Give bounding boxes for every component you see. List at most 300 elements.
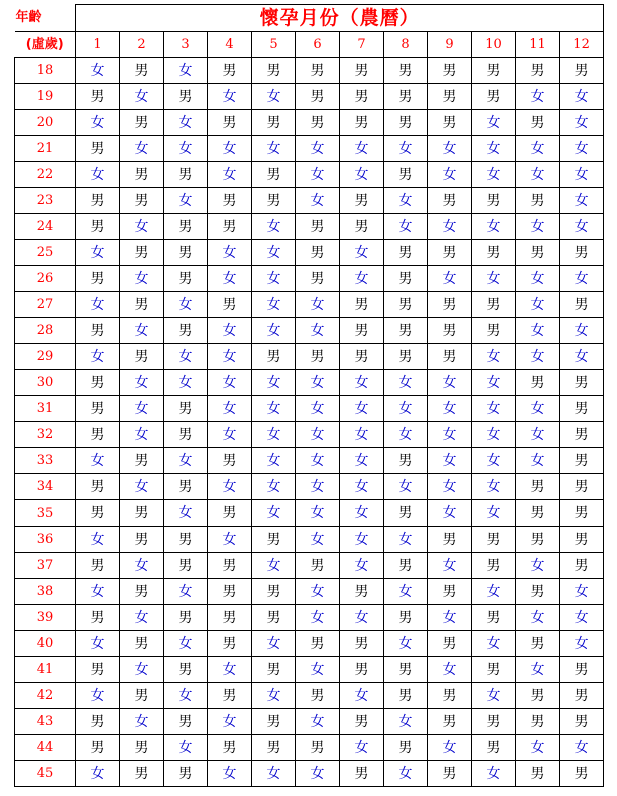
girl-cell: 女: [516, 266, 560, 292]
table-row: [15, 162, 604, 188]
boy-cell: 男: [120, 188, 164, 214]
boy-cell: 男: [208, 735, 252, 761]
boy-cell: 男: [208, 448, 252, 474]
boy-cell: 男: [208, 579, 252, 605]
girl-cell: 女: [120, 266, 164, 292]
age-cell: 22: [15, 162, 76, 188]
boy-cell: 男: [428, 188, 472, 214]
girl-cell: 女: [252, 396, 296, 422]
girl-cell: 女: [472, 370, 516, 396]
girl-cell: 女: [120, 136, 164, 162]
table-row: [15, 553, 604, 579]
table-row: [15, 58, 604, 84]
boy-cell: 男: [428, 344, 472, 370]
boy-cell: 男: [76, 188, 120, 214]
boy-cell: 男: [340, 110, 384, 136]
girl-cell: 女: [296, 188, 340, 214]
girl-cell: 女: [208, 266, 252, 292]
girl-cell: 女: [428, 136, 472, 162]
girl-cell: 女: [120, 709, 164, 735]
boy-cell: 男: [428, 292, 472, 318]
age-cell: 31: [15, 396, 76, 422]
girl-cell: 女: [76, 162, 120, 188]
boy-cell: 男: [560, 58, 604, 84]
boy-cell: 男: [472, 292, 516, 318]
girl-cell: 女: [120, 84, 164, 110]
table-row: [15, 422, 604, 448]
boy-cell: 男: [76, 214, 120, 240]
girl-cell: 女: [296, 422, 340, 448]
boy-cell: 男: [560, 683, 604, 709]
boy-cell: 男: [164, 553, 208, 579]
boy-cell: 男: [296, 735, 340, 761]
girl-cell: 女: [472, 683, 516, 709]
boy-cell: 男: [296, 84, 340, 110]
boy-cell: 男: [560, 553, 604, 579]
girl-cell: 女: [76, 344, 120, 370]
boy-cell: 男: [164, 266, 208, 292]
girl-cell: 女: [516, 214, 560, 240]
girl-cell: 女: [560, 84, 604, 110]
table-row: [15, 761, 604, 787]
boy-cell: 男: [516, 527, 560, 553]
table-row: [15, 344, 604, 370]
boy-cell: 男: [384, 683, 428, 709]
boy-cell: 男: [76, 266, 120, 292]
boy-cell: 男: [208, 292, 252, 318]
age-cell: 34: [15, 474, 76, 500]
girl-cell: 女: [208, 318, 252, 344]
girl-cell: 女: [252, 474, 296, 500]
girl-cell: 女: [296, 605, 340, 631]
girl-cell: 女: [560, 344, 604, 370]
girl-cell: 女: [472, 214, 516, 240]
boy-cell: 男: [120, 240, 164, 266]
girl-cell: 女: [428, 735, 472, 761]
boy-cell: 男: [472, 605, 516, 631]
boy-cell: 男: [208, 683, 252, 709]
girl-cell: 女: [384, 474, 428, 500]
girl-cell: 女: [252, 136, 296, 162]
boy-cell: 男: [296, 553, 340, 579]
month-header-cell: 5: [252, 32, 296, 58]
age-cell: 32: [15, 422, 76, 448]
boy-cell: 男: [428, 579, 472, 605]
girl-cell: 女: [428, 422, 472, 448]
chart-body: [15, 5, 604, 787]
age-cell: 30: [15, 370, 76, 396]
boy-cell: 男: [516, 683, 560, 709]
boy-cell: 男: [252, 605, 296, 631]
boy-cell: 男: [340, 214, 384, 240]
month-header-cell: 1: [76, 32, 120, 58]
girl-cell: 女: [208, 396, 252, 422]
girl-cell: 女: [472, 448, 516, 474]
boy-cell: 男: [296, 683, 340, 709]
boy-cell: 男: [384, 657, 428, 683]
girl-cell: 女: [296, 500, 340, 527]
boy-cell: 男: [384, 553, 428, 579]
girl-cell: 女: [384, 370, 428, 396]
age-cell: 21: [15, 136, 76, 162]
table-row: [15, 240, 604, 266]
girl-cell: 女: [516, 735, 560, 761]
girl-cell: 女: [340, 240, 384, 266]
girl-cell: 女: [516, 396, 560, 422]
girl-cell: 女: [252, 370, 296, 396]
girl-cell: 女: [560, 162, 604, 188]
girl-cell: 女: [384, 761, 428, 787]
month-header-cell: 7: [340, 32, 384, 58]
age-cell: 41: [15, 657, 76, 683]
table-row: [15, 370, 604, 396]
table-row: [15, 709, 604, 735]
month-header-cell: 4: [208, 32, 252, 58]
girl-cell: 女: [164, 188, 208, 214]
boy-cell: 男: [296, 266, 340, 292]
girl-cell: 女: [472, 344, 516, 370]
boy-cell: 男: [208, 58, 252, 84]
boy-cell: 男: [252, 527, 296, 553]
girl-cell: 女: [252, 553, 296, 579]
age-cell: 24: [15, 214, 76, 240]
boy-cell: 男: [120, 500, 164, 527]
age-label: 年齡: [15, 5, 76, 32]
girl-cell: 女: [472, 500, 516, 527]
age-cell: 18: [15, 58, 76, 84]
month-header-cell: 8: [384, 32, 428, 58]
boy-cell: 男: [164, 162, 208, 188]
girl-cell: 女: [208, 657, 252, 683]
table-row: [15, 657, 604, 683]
boy-cell: 男: [516, 474, 560, 500]
girl-cell: 女: [164, 500, 208, 527]
girl-cell: 女: [76, 761, 120, 787]
month-header-cell: 6: [296, 32, 340, 58]
table-row: [15, 631, 604, 657]
table-row: [15, 396, 604, 422]
boy-cell: 男: [472, 553, 516, 579]
boy-cell: 男: [428, 240, 472, 266]
girl-cell: 女: [208, 474, 252, 500]
age-cell: 19: [15, 84, 76, 110]
month-header-cell: 2: [120, 32, 164, 58]
girl-cell: 女: [384, 214, 428, 240]
boy-cell: 男: [164, 240, 208, 266]
girl-cell: 女: [252, 292, 296, 318]
boy-cell: 男: [428, 631, 472, 657]
boy-cell: 男: [516, 709, 560, 735]
boy-cell: 男: [428, 110, 472, 136]
boy-cell: 男: [296, 631, 340, 657]
girl-cell: 女: [472, 474, 516, 500]
boy-cell: 男: [120, 58, 164, 84]
girl-cell: 女: [472, 631, 516, 657]
boy-cell: 男: [560, 370, 604, 396]
girl-cell: 女: [164, 292, 208, 318]
table-row: [15, 84, 604, 110]
girl-cell: 女: [120, 318, 164, 344]
girl-cell: 女: [296, 292, 340, 318]
age-cell: 26: [15, 266, 76, 292]
girl-cell: 女: [296, 318, 340, 344]
girl-cell: 女: [208, 240, 252, 266]
girl-cell: 女: [340, 605, 384, 631]
girl-cell: 女: [252, 631, 296, 657]
girl-cell: 女: [252, 761, 296, 787]
month-header-row: [15, 32, 604, 58]
girl-cell: 女: [252, 683, 296, 709]
age-cell: 29: [15, 344, 76, 370]
girl-cell: 女: [340, 448, 384, 474]
boy-cell: 男: [76, 500, 120, 527]
age-cell: 45: [15, 761, 76, 787]
boy-cell: 男: [296, 214, 340, 240]
table-row: [15, 527, 604, 553]
girl-cell: 女: [516, 84, 560, 110]
girl-cell: 女: [428, 266, 472, 292]
girl-cell: 女: [428, 500, 472, 527]
boy-cell: 男: [76, 318, 120, 344]
boy-cell: 男: [516, 579, 560, 605]
girl-cell: 女: [120, 605, 164, 631]
girl-cell: 女: [560, 631, 604, 657]
girl-cell: 女: [340, 162, 384, 188]
girl-cell: 女: [252, 240, 296, 266]
boy-cell: 男: [384, 110, 428, 136]
girl-cell: 女: [340, 396, 384, 422]
boy-cell: 男: [472, 240, 516, 266]
girl-cell: 女: [384, 631, 428, 657]
table-row: [15, 214, 604, 240]
boy-cell: 男: [428, 709, 472, 735]
boy-cell: 男: [340, 84, 384, 110]
table-row: [15, 136, 604, 162]
table-row: [15, 110, 604, 136]
girl-cell: 女: [516, 605, 560, 631]
boy-cell: 男: [164, 422, 208, 448]
girl-cell: 女: [516, 162, 560, 188]
boy-cell: 男: [208, 188, 252, 214]
boy-cell: 男: [120, 579, 164, 605]
title-row: [15, 5, 604, 32]
boy-cell: 男: [516, 58, 560, 84]
age-cell: 40: [15, 631, 76, 657]
boy-cell: 男: [428, 318, 472, 344]
age-cell: 42: [15, 683, 76, 709]
boy-cell: 男: [164, 527, 208, 553]
girl-cell: 女: [472, 266, 516, 292]
age-cell: 43: [15, 709, 76, 735]
girl-cell: 女: [472, 162, 516, 188]
boy-cell: 男: [340, 188, 384, 214]
girl-cell: 女: [472, 136, 516, 162]
girl-cell: 女: [516, 292, 560, 318]
boy-cell: 男: [428, 84, 472, 110]
boy-cell: 男: [560, 448, 604, 474]
girl-cell: 女: [296, 136, 340, 162]
girl-cell: 女: [340, 683, 384, 709]
age-cell: 33: [15, 448, 76, 474]
girl-cell: 女: [208, 761, 252, 787]
boy-cell: 男: [252, 188, 296, 214]
girl-cell: 女: [384, 396, 428, 422]
boy-cell: 男: [252, 58, 296, 84]
boy-cell: 男: [120, 527, 164, 553]
girl-cell: 女: [560, 735, 604, 761]
girl-cell: 女: [164, 344, 208, 370]
boy-cell: 男: [516, 761, 560, 787]
girl-cell: 女: [296, 162, 340, 188]
girl-cell: 女: [252, 448, 296, 474]
boy-cell: 男: [472, 709, 516, 735]
girl-cell: 女: [384, 422, 428, 448]
boy-cell: 男: [76, 735, 120, 761]
table-row: [15, 292, 604, 318]
girl-cell: 女: [76, 579, 120, 605]
girl-cell: 女: [384, 579, 428, 605]
girl-cell: 女: [76, 240, 120, 266]
girl-cell: 女: [164, 683, 208, 709]
boy-cell: 男: [340, 631, 384, 657]
boy-cell: 男: [252, 110, 296, 136]
boy-cell: 男: [76, 474, 120, 500]
girl-cell: 女: [208, 162, 252, 188]
boy-cell: 男: [252, 709, 296, 735]
boy-cell: 男: [472, 735, 516, 761]
girl-cell: 女: [340, 474, 384, 500]
girl-cell: 女: [384, 188, 428, 214]
girl-cell: 女: [76, 292, 120, 318]
boy-cell: 男: [340, 579, 384, 605]
girl-cell: 女: [164, 579, 208, 605]
girl-cell: 女: [516, 136, 560, 162]
boy-cell: 男: [76, 709, 120, 735]
boy-cell: 男: [516, 370, 560, 396]
boy-cell: 男: [296, 110, 340, 136]
girl-cell: 女: [340, 553, 384, 579]
age-cell: 28: [15, 318, 76, 344]
boy-cell: 男: [296, 344, 340, 370]
girl-cell: 女: [296, 527, 340, 553]
boy-cell: 男: [120, 735, 164, 761]
girl-cell: 女: [296, 579, 340, 605]
girl-cell: 女: [120, 422, 164, 448]
girl-cell: 女: [120, 214, 164, 240]
boy-cell: 男: [560, 240, 604, 266]
boy-cell: 男: [560, 474, 604, 500]
boy-cell: 男: [296, 58, 340, 84]
age-cell: 35: [15, 500, 76, 527]
girl-cell: 女: [208, 709, 252, 735]
boy-cell: 男: [164, 214, 208, 240]
girl-cell: 女: [296, 761, 340, 787]
girl-cell: 女: [208, 370, 252, 396]
boy-cell: 男: [384, 500, 428, 527]
girl-cell: 女: [340, 422, 384, 448]
boy-cell: 男: [340, 344, 384, 370]
girl-cell: 女: [208, 344, 252, 370]
boy-cell: 男: [428, 761, 472, 787]
age-sublabel: (虛歲): [15, 32, 76, 58]
girl-cell: 女: [472, 110, 516, 136]
boy-cell: 男: [384, 266, 428, 292]
girl-cell: 女: [164, 110, 208, 136]
girl-cell: 女: [120, 553, 164, 579]
girl-cell: 女: [340, 500, 384, 527]
boy-cell: 男: [560, 709, 604, 735]
boy-cell: 男: [516, 110, 560, 136]
girl-cell: 女: [516, 344, 560, 370]
boy-cell: 男: [340, 318, 384, 344]
month-header-cell: 11: [516, 32, 560, 58]
boy-cell: 男: [428, 527, 472, 553]
table-row: [15, 188, 604, 214]
boy-cell: 男: [384, 735, 428, 761]
girl-cell: 女: [428, 553, 472, 579]
girl-cell: 女: [516, 422, 560, 448]
boy-cell: 男: [428, 683, 472, 709]
table-row: [15, 266, 604, 292]
boy-cell: 男: [252, 162, 296, 188]
girl-cell: 女: [120, 370, 164, 396]
boy-cell: 男: [252, 579, 296, 605]
boy-cell: 男: [120, 683, 164, 709]
age-cell: 38: [15, 579, 76, 605]
girl-cell: 女: [428, 214, 472, 240]
girl-cell: 女: [428, 162, 472, 188]
age-cell: 25: [15, 240, 76, 266]
girl-cell: 女: [164, 370, 208, 396]
boy-cell: 男: [76, 396, 120, 422]
page-title: 懷孕月份（農曆）: [76, 5, 604, 32]
girl-cell: 女: [76, 448, 120, 474]
boy-cell: 男: [164, 318, 208, 344]
birth-gender-chart: [14, 4, 604, 787]
age-cell: 23: [15, 188, 76, 214]
boy-cell: 男: [164, 657, 208, 683]
table-row: [15, 605, 604, 631]
boy-cell: 男: [340, 709, 384, 735]
boy-cell: 男: [472, 657, 516, 683]
boy-cell: 男: [120, 631, 164, 657]
boy-cell: 男: [516, 631, 560, 657]
girl-cell: 女: [208, 422, 252, 448]
boy-cell: 男: [516, 240, 560, 266]
boy-cell: 男: [120, 448, 164, 474]
table-row: [15, 318, 604, 344]
age-cell: 44: [15, 735, 76, 761]
girl-cell: 女: [252, 422, 296, 448]
girl-cell: 女: [164, 58, 208, 84]
girl-cell: 女: [384, 709, 428, 735]
girl-cell: 女: [560, 188, 604, 214]
age-cell: 39: [15, 605, 76, 631]
girl-cell: 女: [340, 527, 384, 553]
girl-cell: 女: [120, 474, 164, 500]
table-row: [15, 683, 604, 709]
boy-cell: 男: [76, 84, 120, 110]
boy-cell: 男: [208, 631, 252, 657]
age-cell: 37: [15, 553, 76, 579]
boy-cell: 男: [384, 605, 428, 631]
boy-cell: 男: [384, 84, 428, 110]
girl-cell: 女: [296, 448, 340, 474]
boy-cell: 男: [164, 605, 208, 631]
boy-cell: 男: [472, 188, 516, 214]
girl-cell: 女: [296, 370, 340, 396]
girl-cell: 女: [208, 136, 252, 162]
